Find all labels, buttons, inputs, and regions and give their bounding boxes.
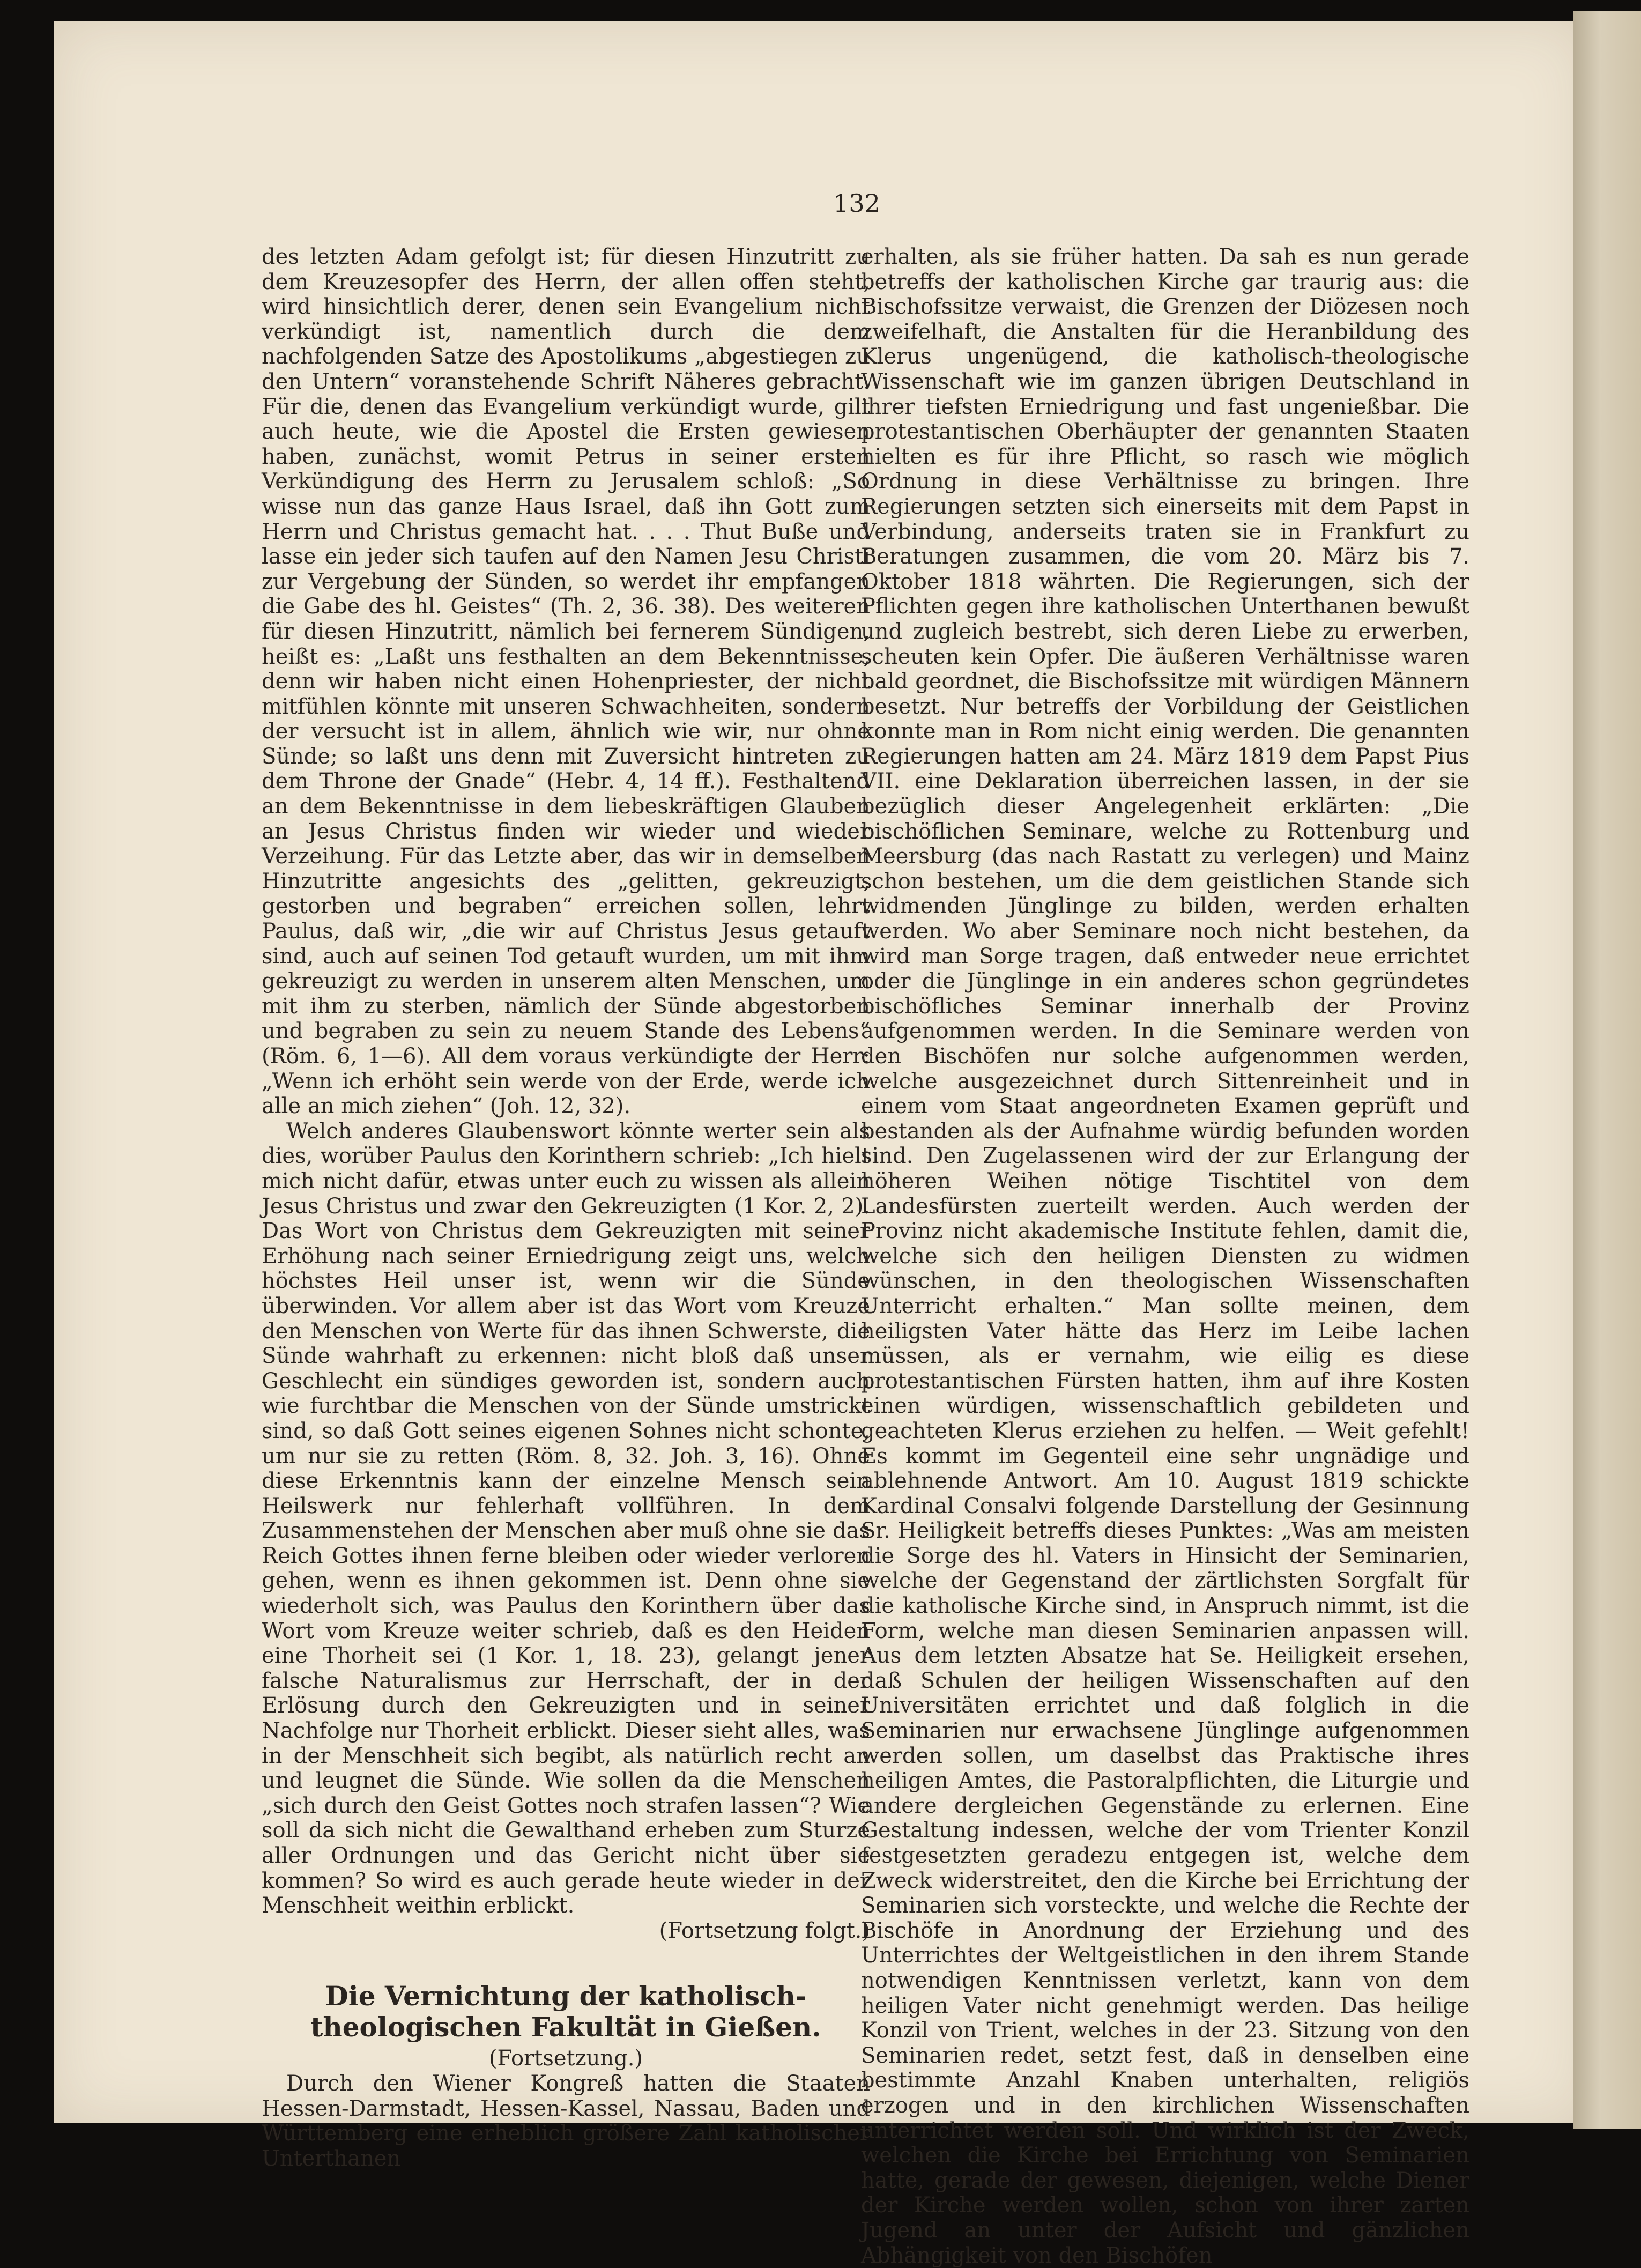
adjacent-page-edge bbox=[1573, 11, 1641, 2129]
page-number: 132 bbox=[833, 189, 880, 218]
continued-note: (Fortsetzung folgt.) bbox=[659, 1918, 870, 1943]
body-paragraph: erhalten, als sie früher hatten. Da sah es nun gerade betreffs der katholischen Kirche gar traurig aus: die Bischofssitze verwaist, die Grenzen der Diözesen noch zweifelhaft, die Anstalten für die Heranbildung des Klerus ungenügend, die katholisch-theologische Wissenschaft wie im ganzen übrigen Deutschland in ihrer tiefsten Erniedrigung und fast ungenießbar. Die protestantischen Oberhäupter der genannten Staaten hielten es für ihre Pflicht, so rasch wie möglich Ordnung in diese Verhältnisse zu bringen. Ihre Regierungen setzten sich einerseits mit dem Papst in Verbindung, anderseits traten sie in Frankfurt zu Beratungen zusammen, die vom 20. März bis 7. Oktober 1818 währten. Die Regierungen, sich der Pflichten gegen ihre katholischen Unterthanen bewußt und zugleich bestrebt, sich deren Liebe zu erwerben, scheuten kein Opfer. Die äußeren Verhältnisse waren bald geordnet, die Bischofssitze mit würdigen Männern besetzt. Nur betreffs der Vorbildung der Geistlichen konnte man in Rom nicht einig werden. Die genannten Regierungen hatten am 24. März 1819 dem Papst Pius VII. eine Deklaration überreichen lassen, in der sie bezüglich dieser Angelegenheit erklärten: „Die bischöflichen Seminare, welche zu Rottenburg und Meersburg (das nach Rastatt zu verlegen) und Mainz schon bestehen, um die dem geistlichen Stande sich widmenden Jünglinge zu bilden, werden erhalten werden. Wo aber Seminare noch nicht bestehen, da wird man Sorge tragen, daß entweder neue errichtet oder die Jünglinge in ein anderes schon gegründetes bischöfliches Seminar innerhalb der Provinz aufgenommen werden. In die Seminare werden von den Bischöfen nur solche aufgenommen werden, welche ausgezeichnet durch Sittenreinheit und in einem vom Staat angeordneten Examen geprüft und bestanden als der Aufnahme würdig befunden worden sind. Den Zugelassenen wird der zur Erlangung der höheren Weihen nötige Tischtitel von dem Landesfürsten zuerteilt werden. Auch werden der Provinz nicht akademische Institute fehlen, damit die, welche sich den heiligen Diensten zu widmen wünschen, in den theologischen Wissenschaften Unterricht erhalten.“ Man sollte meinen, dem heiligsten Vater hätte das Herz im Leibe lachen müssen, als er vernahm, wie eilig es diese protestantischen Fürsten hatten, ihm auf ihre Kosten einen würdigen, wissenschaftlich gebildeten und geachteten Klerus erziehen zu helfen. — Weit gefehlt! Es kommt im Gegenteil eine sehr ungnädige und ablehnende Antwort. Am 10. August 1819 schickte Kardinal Consalvi folgende Darstellung der Gesinnung Sr. Heiligkeit betreffs dieses Punktes: „Was am meisten die Sorge des hl. Vaters in Hinsicht der Seminarien, welche der Gegenstand der zärtlichsten Sorgfalt für die katholische Kirche sind, in Anspruch nimmt, ist die Form, welche man diesen Seminarien anpassen will. Aus dem letzten Absatze hat Se. Heiligkeit ersehen, daß Schulen der heiligen Wissenschaften auf den Universitäten errichtet und daß folglich in die Seminarien nur erwachsene Jünglinge aufgenommen werden sollen, um daselbst das Praktische ihres heiligen Amtes, die Pastoralpflichten, die Liturgie und andere dergleichen Gegenstände zu erlernen. Eine Gestaltung indessen, welche der vom Trienter Konzil festgesetzten geradezu entgegen ist, welche dem Zweck widerstreitet, den die Kirche bei Errichtung der Seminarien sich vorsteckte, und welche die Rechte der Bischöfe in Anordnung der Erziehung und des Unterrichtes der Weltgeistlichen in den ihrem Stande notwendigen Kenntnissen verletzt, kann von dem heiligen Vater nicht genehmigt werden. Das heilige Konzil von Trient, welches in der 23. Sitzung von den Seminarien redet, setzt fest, daß in denselben eine bestimmte Anzahl Knaben unterhalten, religiös erzogen und in den kirchlichen Wissenschaften unterrichtet werden soll. Und wirklich ist der Zweck, welchen die Kirche bei Errichtung von Seminarien hatte, gerade der gewesen, diejenigen, welche Diener der Kirche werden wollen, schon von ihrer zarten Jugend an unter der Aufsicht und gänzlichen Abhängigkeit von den Bischöfen bbox=[861, 244, 1469, 2268]
body-paragraph: des letzten Adam gefolgt ist; für diesen Hinzutritt zu dem Kreuzesopfer des Herrn, der allen offen steht, wird hinsichtlich derer, denen sein Evangelium nicht verkündigt ist, namentlich durch die dem nachfolgenden Satze des Apostolikums „abgestiegen zu den Untern“ voranstehende Schrift Näheres gebracht. Für die, denen das Evangelium verkündigt wurde, gilt auch heute, wie die Apostel die Ersten gewiesen haben, zunächst, womit Petrus in seiner ersten Verkündigung des Herrn zu Jerusalem schloß: „So wisse nun das ganze Haus Israel, daß ihn Gott zum Herrn und Christus gemacht hat. . . . Thut Buße und lasse ein jeder sich taufen auf den Namen Jesu Christi zur Vergebung der Sünden, so werdet ihr empfangen die Gabe des hl. Geistes“ (Th. 2, 36. 38). Des weiteren für diesen Hinzutritt, nämlich bei fernerem Sündigen, heißt es: „Laßt uns festhalten an dem Bekenntnisse, denn wir haben nicht einen Hohenpriester, der nicht mitfühlen könnte mit unseren Schwachheiten, sondern der versucht ist in allem, ähnlich wie wir, nur ohne Sünde; so laßt uns denn mit Zuversicht hintreten zu dem Throne der Gnade“ (Hebr. 4, 14 ff.). Festhaltend an dem Bekenntnisse in dem liebeskräftigen Glauben an Jesus Christus finden wir wieder und wieder Verzeihung. Für das Letzte aber, das wir in demselben Hinzutritte angesichts des „gelitten, gekreuzigt, gestorben und begraben“ erreichen sollen, lehrt Paulus, daß wir, „die wir auf Christus Jesus getauft sind, auch auf seinen Tod getauft wurden, um mit ihm gekreuzigt zu werden in unserem alten Menschen, um mit ihm zu sterben, nämlich der Sünde abgestorben und begraben zu sein zu neuem Stande des Lebens“ (Röm. 6, 1—6). All dem voraus verkündigte der Herr: „Wenn ich erhöht sein werde von der Erde, werde ich alle an mich ziehen“ (Joh. 12, 32). bbox=[262, 244, 870, 1119]
left-column bbox=[262, 244, 870, 2171]
body-paragraph: Welch anderes Glaubenswort könnte werter sein als dies, worüber Paulus den Korinthern schrieb: „Ich hielt mich nicht dafür, etwas unter euch zu wissen als allein Jesus Christus und zwar den Gekreuzigten (1 Kor. 2, 2). Das Wort von Christus dem Gekreuzigten mit seiner Erhöhung nach seiner Erniedrigung zeigt uns, welch höchstes Heil unser ist, wenn wir die Sünde überwinden. Vor allem aber ist das Wort vom Kreuze den Menschen von Werte für das ihnen Schwerste, die Sünde wahrhaft zu erkennen: nicht bloß daß unser Geschlecht ein sündiges geworden ist, sondern auch wie furchtbar die Menschen von der Sünde umstrickt sind, so daß Gott seines eigenen Sohnes nicht schonte, um nur sie zu retten (Röm. 8, 32. Joh. 3, 16). Ohne diese Erkenntnis kann der einzelne Mensch sein Heilswerk nur fehlerhaft vollführen. In dem Zusammenstehen der Menschen aber muß ohne sie das Reich Gottes ihnen ferne bleiben oder wieder verloren gehen, wenn es ihnen gekommen ist. Denn ohne sie wiederholt sich, was Paulus den Korinthern über das Wort vom Kreuze weiter schrieb, daß es den Heiden eine Thorheit sei (1 Kor. 1, 18. 23), gelangt jener falsche Naturalismus zur Herrschaft, der in der Erlösung durch den Gekreuzigten und in seiner Nachfolge nur Thorheit erblickt. Dieser sieht alles, was in der Menschheit sich begibt, als natürlich recht an und leugnet die Sünde. Wie sollen da die Menschen „sich durch den Geist Gottes noch strafen lassen“? Wie soll da sich nicht die Gewalthand erheben zum Sturze aller Ordnungen und das Gericht nicht über sie kommen? So wird es auch gerade heute wieder in der Menschheit weithin erblickt. bbox=[262, 1118, 870, 1918]
right-column bbox=[861, 244, 1469, 2268]
article-continued: (Fortsetzung.) bbox=[488, 2046, 643, 2071]
article-title: Die Vernichtung der katholisch-theologischen Fakultät in Gießen. bbox=[310, 1980, 821, 2043]
article-paragraph: Durch den Wiener Kongreß hatten die Staaten Hessen-Darmstadt, Hessen-Kassel, Nassau, Baden und Württemberg eine erheblich größere Zahl katholischer Unterthanen bbox=[262, 2071, 870, 2171]
